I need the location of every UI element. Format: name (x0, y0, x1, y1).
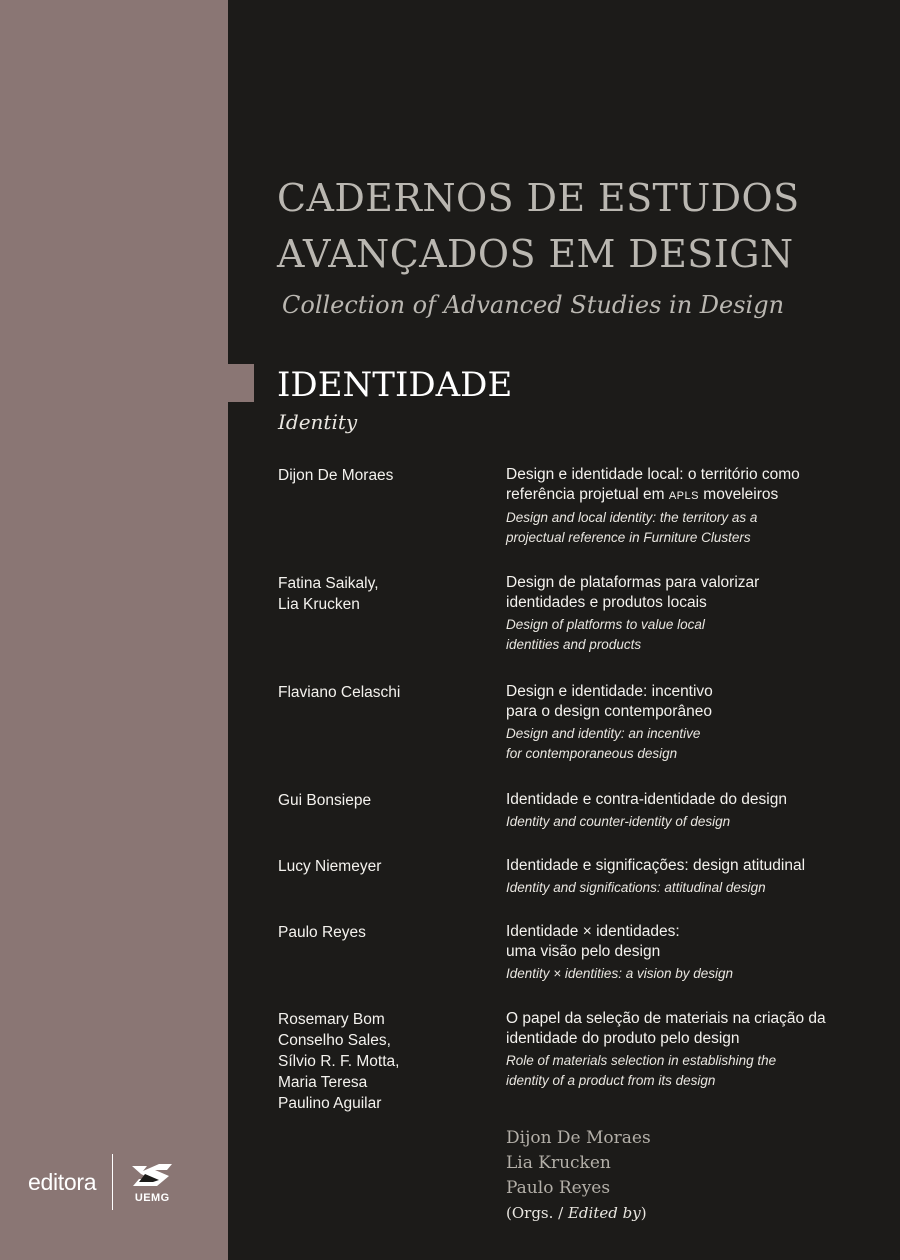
section-marker-tab (228, 364, 254, 402)
toc-article-title (506, 465, 886, 506)
toc-article-title: Identidade e contra-identidade do design (506, 791, 787, 808)
toc-article-translation: Identity and significations: attitudinal design (506, 880, 766, 895)
toc-article (506, 856, 886, 898)
toc-authors: Paulo Reyes (278, 924, 366, 941)
series-subtitle: Collection of Advanced Studies in Design (282, 291, 785, 319)
toc-article (506, 1009, 886, 1091)
editor-name: Paulo Reyes (506, 1178, 611, 1198)
toc-article-translation: Design and local identity: the territory as a projectual reference in Furniture Clusters (506, 510, 758, 545)
series-title (277, 170, 877, 282)
toc-article-title: Design de plataformas para valorizar identidades e produtos locais (506, 574, 760, 611)
toc-article-translation: Identity × identities: a vision by design (506, 966, 734, 981)
editor-name: Dijon De Moraes (506, 1128, 651, 1148)
toc-authors: Fatina Saikaly, Lia Krucken (278, 575, 379, 613)
toc-article-title-text: Design e identidade local: o território como referência projetual em (506, 466, 800, 503)
volume-subtitle: Identity (278, 410, 358, 434)
toc-article-translation: Design and identity: an incentive for contemporaneous design (506, 726, 701, 761)
toc-authors: Gui Bonsiepe (278, 792, 372, 809)
publisher-divider (112, 1154, 113, 1210)
editors-block (506, 1126, 651, 1226)
toc-article (506, 573, 886, 655)
toc-authors: Flaviano Celaschi (278, 684, 401, 701)
toc-article-translation: Role of materials selection in establishing the identity of a product from its design (506, 1053, 777, 1088)
orgs-label-en: Edited by (567, 1204, 641, 1222)
toc-authors: Lucy Niemeyer (278, 858, 382, 875)
editor-name: Lia Krucken (506, 1153, 611, 1173)
toc-article-translation: Identity and counter-identity of design (506, 814, 731, 829)
toc-article (506, 922, 886, 984)
toc-article-title: Identidade e significações: design atitudinal (506, 857, 806, 874)
uemg-logo-text: UEMG (134, 1192, 170, 1204)
uemg-logo (127, 1160, 177, 1204)
publisher-wordmark: editora (28, 1168, 97, 1195)
toc-article-title: Identidade × identidades: uma visão pelo design (506, 923, 680, 960)
cover-spine-band (0, 0, 228, 1260)
toc-article-title: O papel da seleção de materiais na criação da identidade do produto pelo design (506, 1010, 826, 1047)
orgs-close: ) (640, 1204, 647, 1222)
editors-role-label (506, 1201, 651, 1226)
toc-article-title-tail: moveleiros (698, 486, 779, 503)
toc-article-title-abbr: APLS (668, 490, 699, 502)
toc-article-title: Design e identidade: incentivo para o design contemporâneo (506, 683, 713, 720)
toc-article (506, 682, 886, 764)
toc-article (506, 790, 886, 832)
toc-article-translation: Design of platforms to value local identities and products (506, 617, 705, 652)
toc-article (506, 465, 886, 548)
publisher-logo (28, 1150, 177, 1214)
toc-authors: Rosemary Bom Conselho Sales, Sílvio R. F. Motta, Maria Teresa Paulino Aguilar (278, 1011, 400, 1112)
orgs-label: (Orgs. / (506, 1204, 568, 1222)
volume-title: IDENTIDADE (277, 365, 513, 405)
uemg-emblem-icon (129, 1160, 175, 1190)
series-title-line-1: CADERNOS DE ESTUDOS (277, 176, 800, 220)
series-title-line-2: AVANÇADOS EM DESIGN (277, 232, 794, 276)
toc-authors: Dijon De Moraes (278, 467, 394, 484)
